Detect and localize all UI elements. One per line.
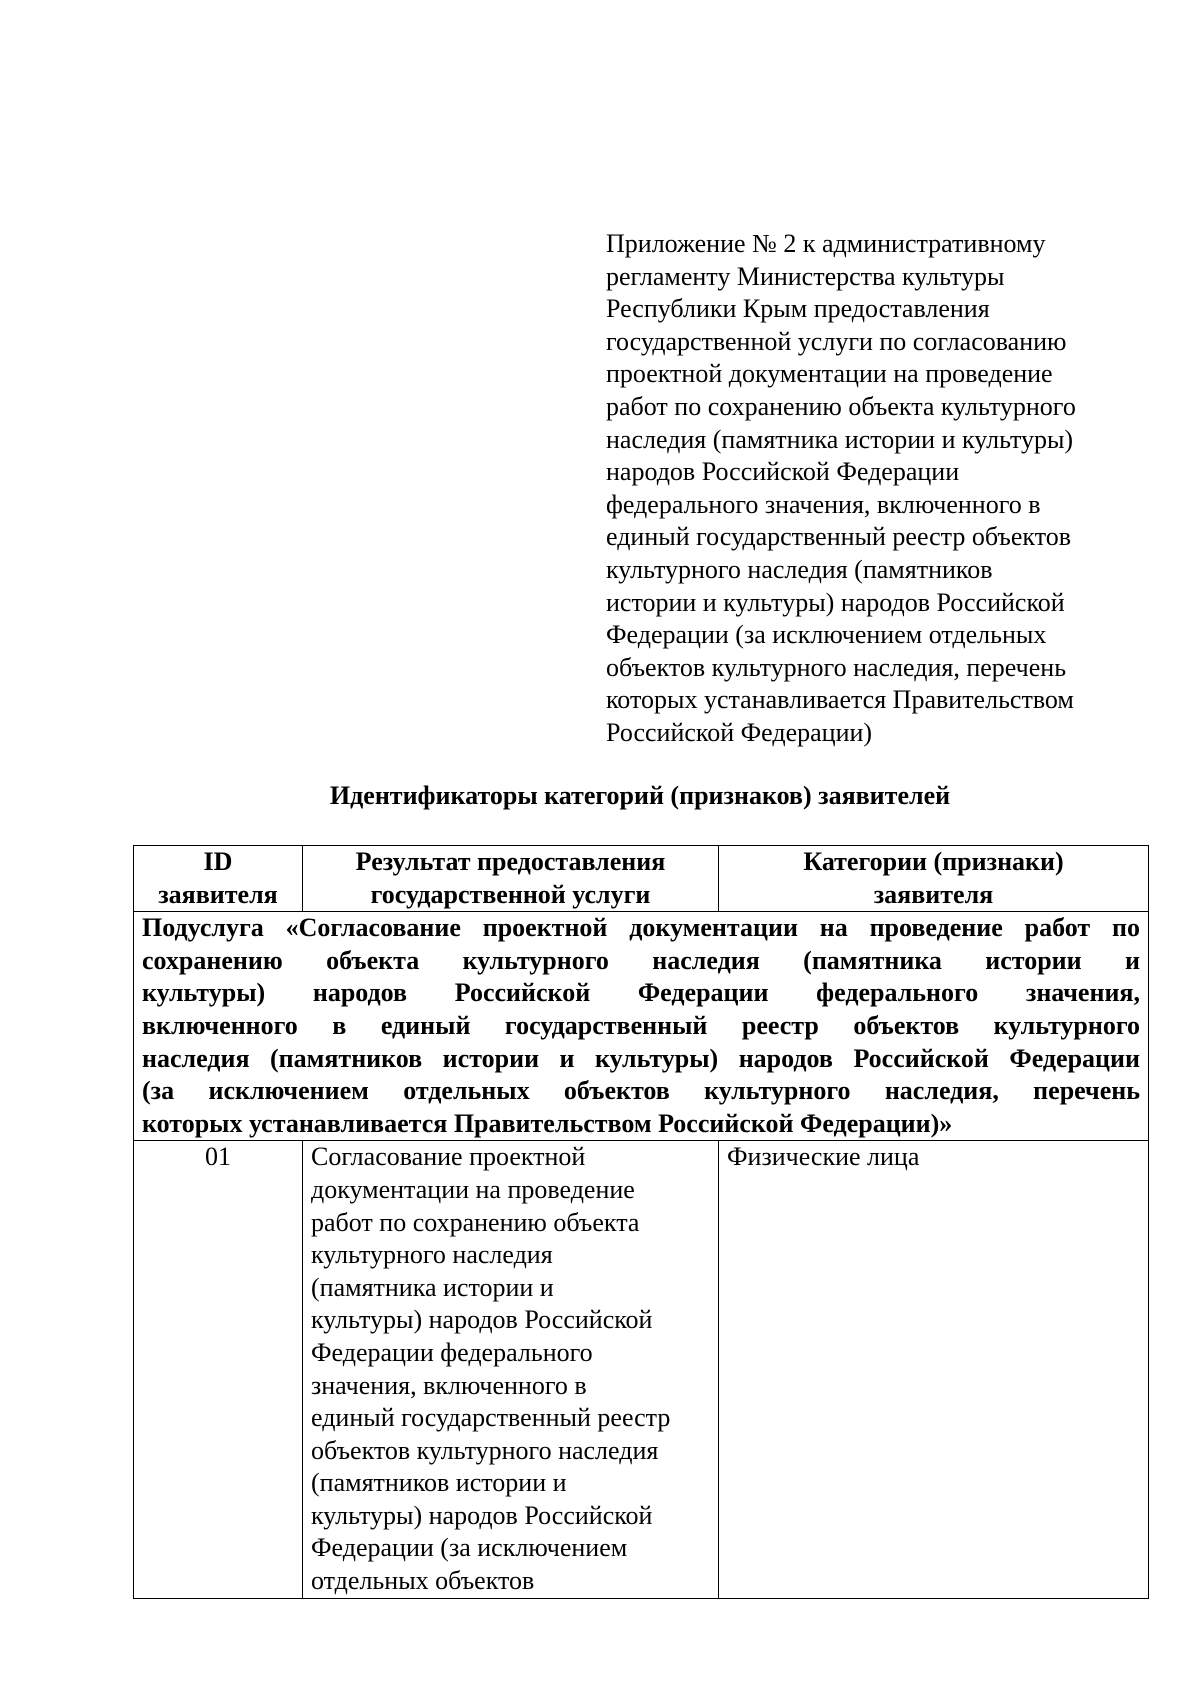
table-row <box>134 1141 1149 1598</box>
appendix-line: государственной услуги по согласованию <box>606 326 1067 356</box>
appendix-line: Федерации (за исключением отдельных <box>606 620 1047 650</box>
appendix-line: единый государственный реестр объектов <box>606 522 1072 552</box>
document-title: Идентификаторы категорий (признаков) заявителей <box>329 781 951 810</box>
appendix-line: работ по сохранению объекта культурного <box>606 391 1076 421</box>
subservice-title <box>134 912 1149 1141</box>
table-header-row <box>134 846 1149 912</box>
appendix-line: Российской Федерации) <box>606 717 873 747</box>
subservice-line: наследия (памятников истории и культуры) народов Российской Федерации <box>142 1043 1140 1073</box>
subservice-line: сохранению объекта культурного наследия (памятника истории и <box>142 945 1140 975</box>
applicant-categories-table <box>133 845 1149 1599</box>
subservice-line: включенного в единый государственный реестр объектов культурного <box>142 1010 1140 1040</box>
subservice-line: (за исключением отдельных объектов культурного наследия, перечень <box>142 1076 1140 1106</box>
appendix-note <box>606 228 1166 750</box>
appendix-line: культурного наследия (памятников <box>606 554 993 584</box>
appendix-line: федерального значения, включенного в <box>606 489 1041 519</box>
appendix-line: Республики Крым предоставления <box>606 294 990 324</box>
appendix-line: объектов культурного наследия, перечень <box>606 652 1067 682</box>
subservice-row <box>134 912 1149 1141</box>
header-service-result: Результат предоставления государственной услуги <box>303 846 719 912</box>
applicant-category-cell: Физические лица <box>719 1141 1149 1598</box>
header-applicant-id: ID заявителя <box>134 846 303 912</box>
subservice-line: культуры) народов Российской Федерации федерального значения, <box>142 978 1140 1008</box>
service-result-cell: Согласование проектной документации на проведение работ по сохранению объекта культурного наследия (памятника истории и культуры) народов Российской Федерации федерального значения, включенного в единый государственный реестр объектов культурного наследия (памятников истории и культуры) народов Российской Федерации (за исключением отдельных объектов <box>303 1141 719 1598</box>
subservice-line: Подуслуга «Согласование проектной документации на проведение работ по <box>142 913 1140 943</box>
appendix-line: народов Российской Федерации <box>606 457 960 487</box>
applicant-id-cell: 01 <box>134 1141 303 1598</box>
header-applicant-category: Категории (признаки) заявителя <box>719 846 1149 912</box>
appendix-line: регламенту Министерства культуры <box>606 261 1005 291</box>
appendix-line: которых устанавливается Правительством <box>606 685 1074 715</box>
appendix-line: Приложение № 2 к административному <box>606 229 1046 258</box>
appendix-line: наследия (памятника истории и культуры) <box>606 424 1074 454</box>
subservice-line: которых устанавливается Правительством Российской Федерации)» <box>142 1108 953 1138</box>
appendix-line: проектной документации на проведение <box>606 359 1053 389</box>
appendix-line: истории и культуры) народов Российской <box>606 587 1065 617</box>
